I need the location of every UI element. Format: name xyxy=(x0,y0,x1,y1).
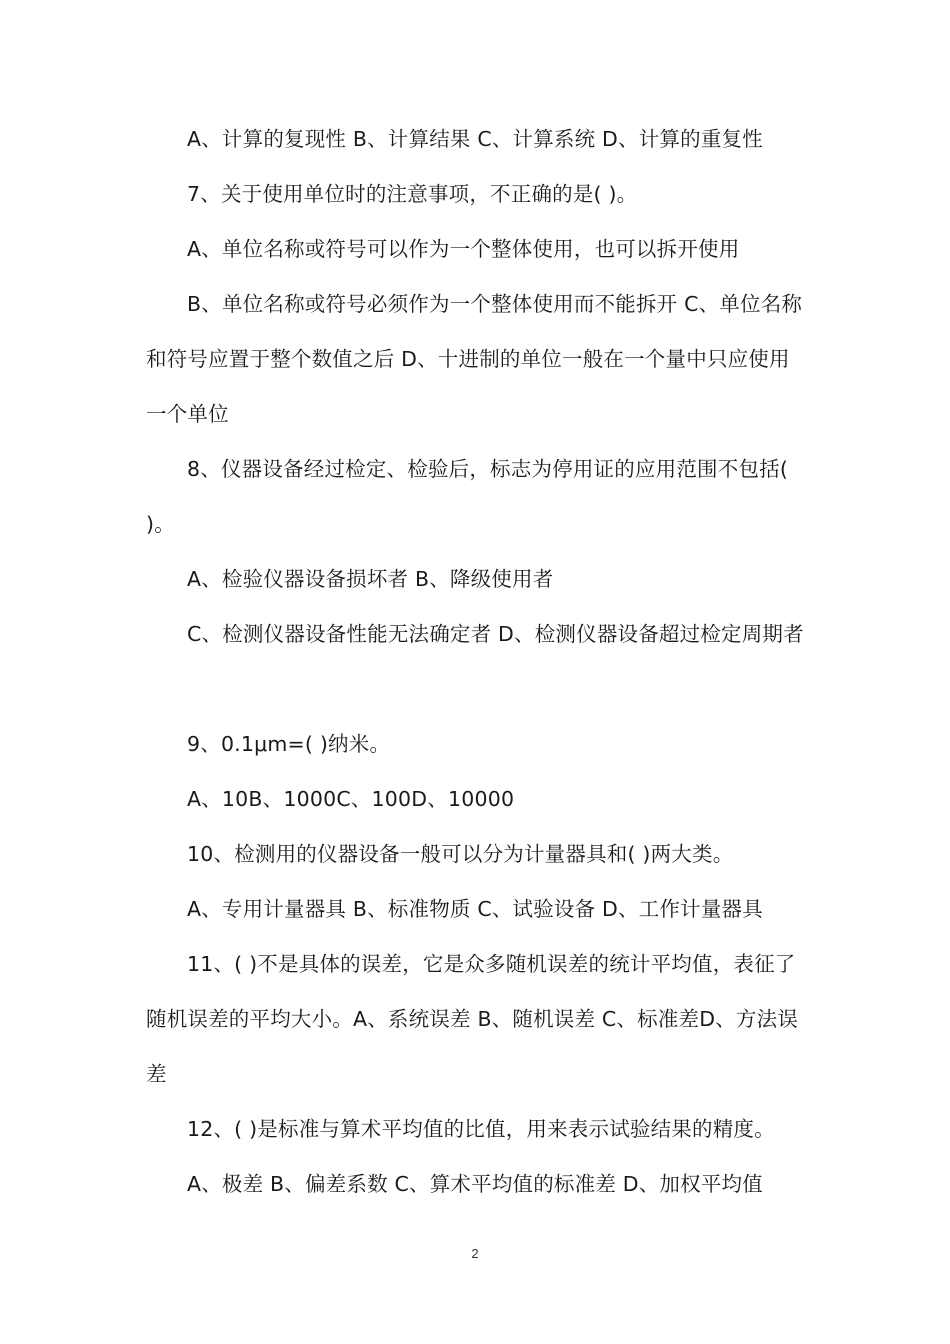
page-number: 2 xyxy=(471,1246,479,1261)
paragraph: A、极差 B、偏差系数 C、算术平均值的标准差 D、加权平均值 xyxy=(187,1172,763,1196)
paragraph: A、计算的复现性 B、计算结果 C、计算系统 D、计算的重复性 xyxy=(187,127,763,151)
question-8: 8、仪器设备经过检定、检验后，标志为停用证的应用范围不包括( )。 xyxy=(146,457,789,536)
question-7: 7、关于使用单位时的注意事项，不正确的是( )。 xyxy=(187,182,638,206)
question-9: 9、0.1μm=( )纳米。 xyxy=(187,732,391,756)
paragraph: A、专用计量器具 B、标准物质 C、试验设备 D、工作计量器具 xyxy=(187,897,763,921)
question-11: 11、( )不是具体的误差，它是众多随机误差的统计平均值，表征了随机误差的平均大小。A、系统误差 B、随机误差 C、标准差D、方法误差 xyxy=(146,952,799,1086)
paragraph: A、单位名称或符号可以作为一个整体使用，也可以拆开使用 xyxy=(187,237,740,261)
question-12: 12、( )是标准与算术平均值的比值，用来表示试验结果的精度。 xyxy=(187,1117,775,1141)
paragraph: A、10B、1000C、100D、10000 xyxy=(187,787,515,811)
paragraph: C、检测仪器设备性能无法确定者 D、检测仪器设备超过检定周期者 xyxy=(187,622,804,646)
paragraph: B、单位名称或符号必须作为一个整体使用而不能拆开 C、单位名称和符号应置于整个数值之后 D、十进制的单位一般在一个量中只应使用一个单位 xyxy=(146,292,803,426)
paragraph: A、检验仪器设备损坏者 B、降级使用者 xyxy=(187,567,554,591)
question-10: 10、检测用的仪器设备一般可以分为计量器具和( )两大类。 xyxy=(187,842,734,866)
